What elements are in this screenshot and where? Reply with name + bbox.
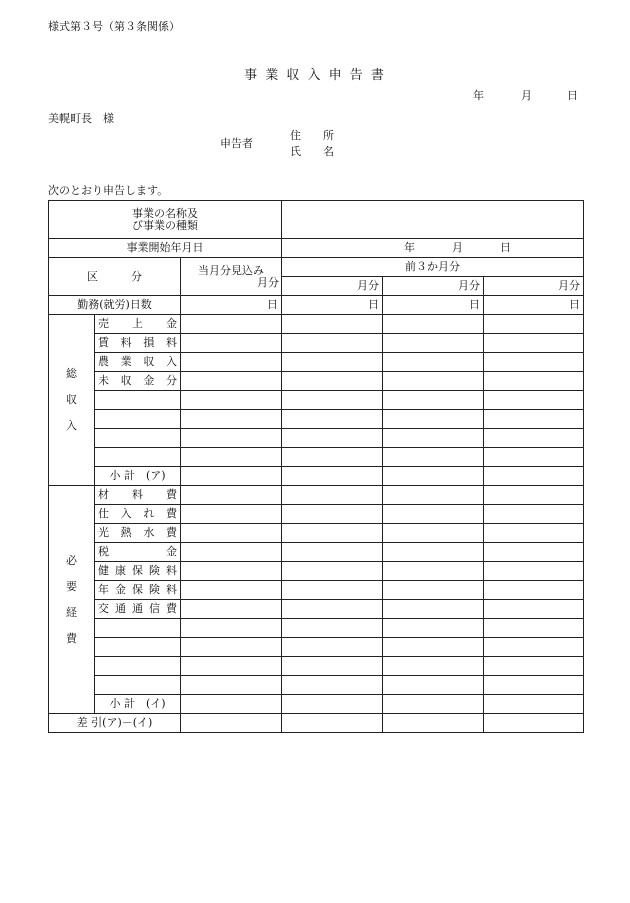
start-date-year: 年 [404, 241, 416, 254]
expense-amount-cell[interactable] [383, 524, 484, 543]
income-row [49, 448, 584, 467]
income-item-label [95, 429, 181, 448]
income-amount-cell[interactable] [181, 410, 282, 429]
expense-amount-cell[interactable] [383, 562, 484, 581]
income-amount-cell[interactable] [383, 391, 484, 410]
expense-subtotal-cell[interactable] [383, 695, 484, 714]
income-amount-cell[interactable] [383, 353, 484, 372]
expense-amount-cell[interactable] [484, 486, 584, 505]
expense-item-label: 光 熱 水 費 [95, 524, 181, 543]
income-amount-cell[interactable] [282, 315, 383, 334]
date-month-label: 月 [521, 89, 532, 102]
income-group-label [49, 315, 95, 486]
expense-subtotal-label: 小 計 (イ) [95, 695, 181, 714]
expense-row [49, 657, 584, 676]
expense-amount-cell[interactable] [484, 619, 584, 638]
expense-amount-cell[interactable] [484, 676, 584, 695]
expense-item-label [95, 619, 181, 638]
expense-item-label [95, 676, 181, 695]
income-subtotal-cell[interactable] [181, 467, 282, 486]
income-item-label: 売 上 金 [95, 315, 181, 334]
income-amount-cell[interactable] [484, 391, 584, 410]
expense-amount-cell[interactable] [282, 600, 383, 619]
income-amount-cell[interactable] [282, 448, 383, 467]
expense-amount-cell[interactable] [282, 657, 383, 676]
income-row [49, 334, 584, 353]
income-amount-cell[interactable] [484, 315, 584, 334]
income-amount-cell[interactable] [181, 429, 282, 448]
business-name-label-line1: 事業の名称及 [132, 206, 198, 220]
income-amount-cell[interactable] [181, 372, 282, 391]
start-date-label: 事業開始年月日 [49, 239, 282, 258]
income-amount-cell[interactable] [282, 334, 383, 353]
date-year-label: 年 [473, 89, 484, 102]
income-amount-cell[interactable] [383, 372, 484, 391]
income-row [49, 429, 584, 448]
expense-section [49, 486, 584, 714]
income-row [49, 315, 584, 334]
expense-group-char: 必 [66, 553, 77, 567]
business-name-field[interactable] [282, 201, 584, 239]
work-days-current[interactable]: 日 [181, 296, 282, 315]
expense-group-char: 要 [66, 579, 77, 593]
income-declaration-table [48, 200, 584, 733]
income-subtotal-label: 小 計 (ア) [95, 467, 181, 486]
current-month-unit[interactable]: 月分 [257, 275, 280, 289]
income-section [49, 315, 584, 486]
expense-amount-cell[interactable] [282, 619, 383, 638]
expense-amount-cell[interactable] [282, 505, 383, 524]
expense-amount-cell[interactable] [181, 638, 282, 657]
difference-label: 差 引(ア)－(イ) [49, 714, 181, 733]
income-amount-cell[interactable] [383, 448, 484, 467]
expense-subtotal-cell[interactable] [181, 695, 282, 714]
income-amount-cell[interactable] [484, 410, 584, 429]
start-date-month: 月 [452, 241, 464, 254]
expense-row [49, 600, 584, 619]
expense-amount-cell[interactable] [383, 505, 484, 524]
expense-amount-cell[interactable] [484, 581, 584, 600]
income-amount-cell[interactable] [383, 410, 484, 429]
income-group-char: 収 [66, 393, 77, 406]
expense-subtotal-cell[interactable] [484, 695, 584, 714]
expense-amount-cell[interactable] [484, 657, 584, 676]
start-date-day: 日 [500, 241, 512, 254]
expense-item-label: 税 金 [95, 543, 181, 562]
income-amount-cell[interactable] [181, 334, 282, 353]
form-number: 様式第３号（第３条関係） [48, 20, 180, 33]
expense-amount-cell[interactable] [282, 638, 383, 657]
expense-row [49, 562, 584, 581]
expense-amount-cell[interactable] [282, 486, 383, 505]
expense-amount-cell[interactable] [181, 657, 282, 676]
expense-item-label: 健康保険料 [95, 562, 181, 581]
business-name-label-line2: び事業の種類 [132, 218, 198, 232]
expense-row [49, 619, 584, 638]
expense-amount-cell[interactable] [383, 543, 484, 562]
income-subtotal-cell[interactable] [383, 467, 484, 486]
income-amount-cell[interactable] [181, 448, 282, 467]
prev3-months-header: 前３か月分 [282, 258, 584, 277]
expense-group-char: 経 [66, 605, 77, 619]
expense-amount-cell[interactable] [484, 524, 584, 543]
income-amount-cell[interactable] [484, 429, 584, 448]
expense-item-label: 年金保険料 [95, 581, 181, 600]
expense-amount-cell[interactable] [181, 600, 282, 619]
expense-amount-cell[interactable] [282, 581, 383, 600]
expense-amount-cell[interactable] [383, 676, 484, 695]
expense-group-label [49, 486, 95, 714]
income-amount-cell[interactable] [383, 334, 484, 353]
expense-amount-cell[interactable] [181, 505, 282, 524]
income-subtotal-cell[interactable] [484, 467, 584, 486]
income-amount-cell[interactable] [282, 429, 383, 448]
income-amount-cell[interactable] [181, 353, 282, 372]
expense-amount-cell[interactable] [181, 543, 282, 562]
income-group-char: 総 [66, 367, 77, 380]
difference-prev-1[interactable] [282, 714, 383, 733]
expense-amount-cell[interactable] [282, 676, 383, 695]
category-header: 区 分 [49, 258, 181, 296]
difference-prev-2[interactable] [383, 714, 484, 733]
income-item-label [95, 448, 181, 467]
expense-item-label [95, 638, 181, 657]
income-subtotal-row [49, 467, 584, 486]
income-amount-cell[interactable] [282, 391, 383, 410]
expense-amount-cell[interactable] [383, 581, 484, 600]
difference-current[interactable] [181, 714, 282, 733]
difference-prev-3[interactable] [484, 714, 584, 733]
income-group-char: 入 [66, 419, 77, 432]
income-row [49, 353, 584, 372]
expense-amount-cell[interactable] [383, 657, 484, 676]
expense-row [49, 581, 584, 600]
expense-amount-cell[interactable] [181, 581, 282, 600]
income-amount-cell[interactable] [484, 372, 584, 391]
income-subtotal-cell[interactable] [282, 467, 383, 486]
current-month-header [181, 258, 282, 296]
prev-month-2-unit[interactable]: 月分 [383, 277, 484, 296]
expense-row [49, 486, 584, 505]
expense-amount-cell[interactable] [181, 486, 282, 505]
income-row [49, 410, 584, 429]
income-item-label [95, 391, 181, 410]
expense-amount-cell[interactable] [181, 619, 282, 638]
expense-amount-cell[interactable] [383, 600, 484, 619]
work-days-prev-2[interactable]: 日 [383, 296, 484, 315]
income-amount-cell[interactable] [181, 391, 282, 410]
work-days-prev-1[interactable]: 日 [282, 296, 383, 315]
expense-item-label: 材 料 費 [95, 486, 181, 505]
applicant-address-label: 住 所 [290, 129, 334, 142]
intro-text: 次のとおり申告します。 [48, 184, 169, 197]
work-days-prev-3[interactable]: 日 [484, 296, 584, 315]
income-amount-cell[interactable] [282, 372, 383, 391]
expense-amount-cell[interactable] [484, 600, 584, 619]
expense-row [49, 543, 584, 562]
expense-amount-cell[interactable] [282, 524, 383, 543]
income-item-label: 未 収 金 分 [95, 372, 181, 391]
expense-amount-cell[interactable] [484, 562, 584, 581]
expense-amount-cell[interactable] [484, 543, 584, 562]
income-row [49, 391, 584, 410]
expense-amount-cell[interactable] [282, 562, 383, 581]
income-amount-cell[interactable] [484, 353, 584, 372]
expense-amount-cell[interactable] [383, 638, 484, 657]
expense-amount-cell[interactable] [484, 638, 584, 657]
addressee: 美幌町長 様 [48, 112, 114, 125]
income-item-label [95, 410, 181, 429]
expense-subtotal-row [49, 695, 584, 714]
applicant-name-label: 氏 名 [290, 145, 334, 158]
income-item-label: 賃 料 損 料 [95, 334, 181, 353]
page-title: 事 業 収 入 申 告 書 [244, 68, 386, 83]
expense-item-label: 仕 入 れ 費 [95, 505, 181, 524]
income-amount-cell[interactable] [282, 410, 383, 429]
income-amount-cell[interactable] [383, 429, 484, 448]
expense-amount-cell[interactable] [181, 562, 282, 581]
expense-subtotal-cell[interactable] [282, 695, 383, 714]
prev-month-1-unit[interactable]: 月分 [282, 277, 383, 296]
current-month-label: 当月分見込み [198, 263, 264, 277]
applicant-label: 申告者 [220, 137, 253, 150]
expense-row [49, 638, 584, 657]
income-amount-cell[interactable] [282, 353, 383, 372]
expense-amount-cell[interactable] [181, 524, 282, 543]
prev-month-3-unit[interactable]: 月分 [484, 277, 584, 296]
expense-item-label: 交通通信費 [95, 600, 181, 619]
expense-row [49, 505, 584, 524]
start-date-field[interactable] [282, 239, 584, 258]
income-row [49, 372, 584, 391]
expense-row [49, 524, 584, 543]
expense-amount-cell[interactable] [484, 505, 584, 524]
expense-amount-cell[interactable] [383, 619, 484, 638]
income-amount-cell[interactable] [181, 315, 282, 334]
expense-row [49, 676, 584, 695]
date-day-label: 日 [567, 89, 578, 102]
business-name-label [49, 201, 282, 239]
income-amount-cell[interactable] [383, 315, 484, 334]
expense-item-label [95, 657, 181, 676]
expense-group-char: 費 [66, 631, 77, 645]
income-item-label: 農 業 収 入 [95, 353, 181, 372]
expense-amount-cell[interactable] [282, 543, 383, 562]
income-amount-cell[interactable] [484, 334, 584, 353]
income-amount-cell[interactable] [484, 448, 584, 467]
expense-amount-cell[interactable] [383, 486, 484, 505]
work-days-label: 勤務(就労)日数 [49, 296, 181, 315]
expense-amount-cell[interactable] [181, 676, 282, 695]
